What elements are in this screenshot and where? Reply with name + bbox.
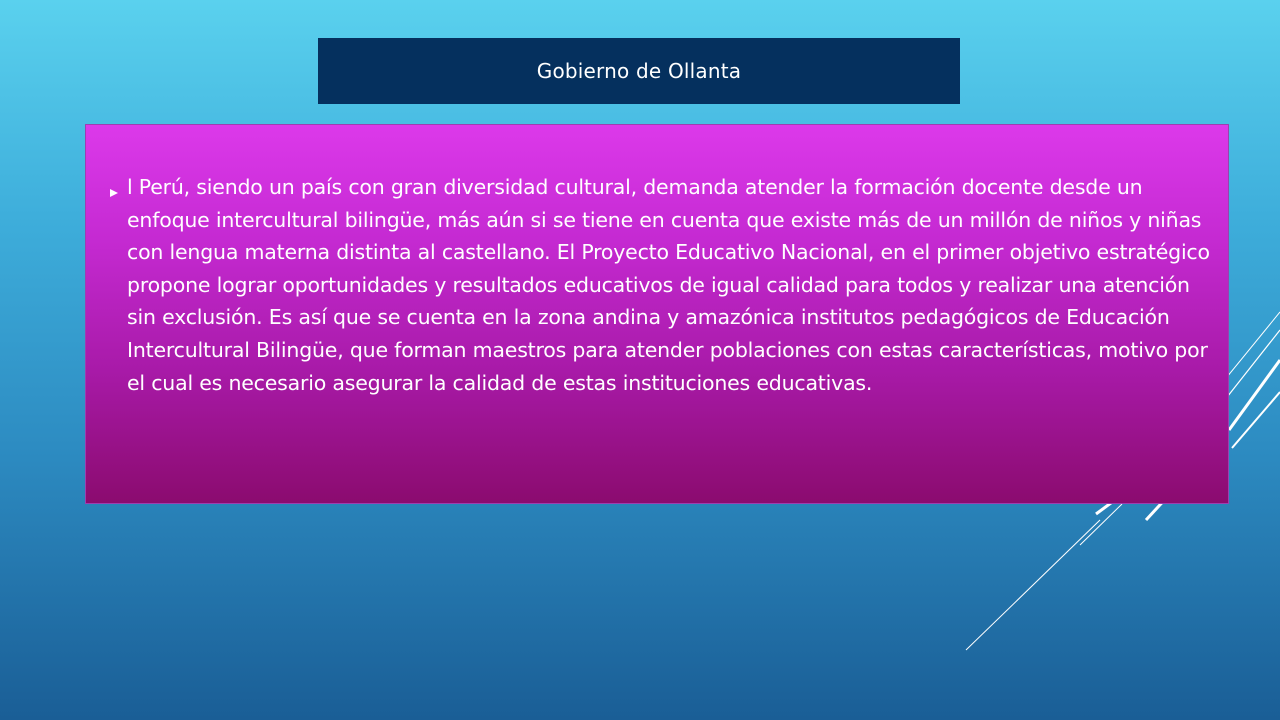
content-text-box: [85, 124, 1229, 504]
deco-line: [1232, 392, 1280, 448]
slide-title: Gobierno de Ollanta: [536, 59, 742, 83]
triangle-right-icon: [109, 183, 127, 202]
slide-title-box: [318, 38, 960, 104]
bullet-item: [109, 171, 1221, 399]
deco-line: [1229, 360, 1280, 430]
deco-line: [1080, 504, 1122, 545]
deco-line: [966, 520, 1100, 650]
bullet-text: l Perú, siendo un país con gran diversidad cultural, demanda atender la formación docente desde un enfoque intercultural bilingüe, más aún si se tiene en cuenta que existe más de un millón de niños y niñas con lengua materna distinta al castellano. El Proyecto Educativo Nacional, en el primer objetivo estratégico propone lograr oportunidades y resultados educativos de igual calidad para todos y realizar una atención sin exclusión. Es así que se cuenta en la zona andina y amazónica institutos pedagógicos de Educación Intercultural Bilingüe, que forman maestros para atender poblaciones con estas características, motivo por el cual es necesario asegurar la calidad de estas instituciones educativas.: [127, 175, 1210, 395]
